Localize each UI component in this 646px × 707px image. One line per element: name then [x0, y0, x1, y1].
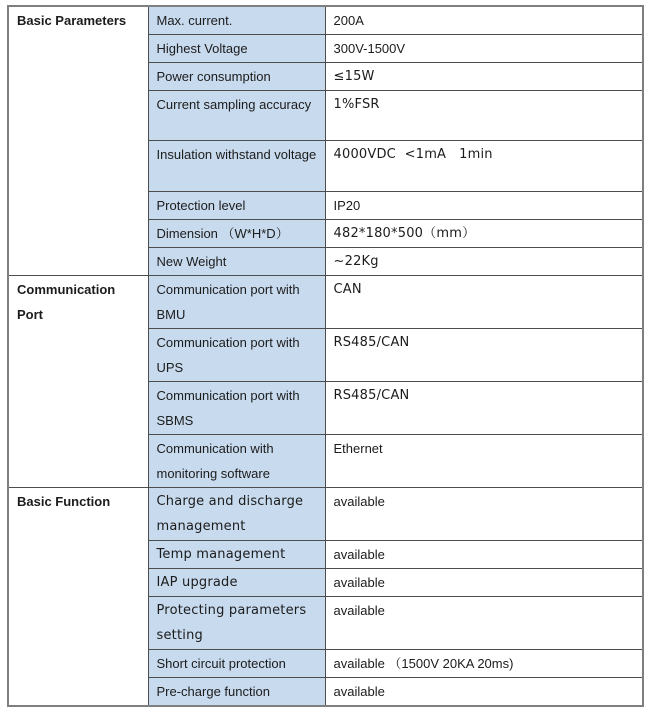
spec-value-iap-upgrade: available: [325, 569, 643, 597]
spec-value-comm-port-bmu: CAN: [325, 276, 643, 329]
spec-label-highest-voltage: Highest Voltage: [148, 35, 325, 63]
spec-label-protection-level: Protection level: [148, 192, 325, 220]
spec-value-protecting-parameters-setting: available: [325, 597, 643, 650]
spec-value-max-current: 200A: [325, 6, 643, 35]
spec-label-short-circuit-protection: Short circuit protection: [148, 650, 325, 678]
spec-value-highest-voltage: 300V-1500V: [325, 35, 643, 63]
spec-label-comm-port-bmu: Communication port with BMU: [148, 276, 325, 329]
specification-table: [7, 5, 644, 707]
table-row: [8, 488, 643, 541]
section-title-basic-parameters: Basic Parameters: [8, 6, 148, 276]
spec-value-comm-port-ups: RS485/CAN: [325, 329, 643, 382]
table-row: [8, 6, 643, 35]
spec-label-new-weight: New Weight: [148, 248, 325, 276]
spec-label-comm-monitoring-software: Communication with monitoring software: [148, 435, 325, 488]
spec-label-temp-management: Temp management: [148, 541, 325, 569]
spec-label-charge-discharge-management: Charge and discharge management: [148, 488, 325, 541]
spec-value-charge-discharge-management: available: [325, 488, 643, 541]
spec-label-comm-port-sbms: Communication port with SBMS: [148, 382, 325, 435]
spec-value-power-consumption: ≤15W: [325, 63, 643, 91]
spec-value-new-weight: ~22Kg: [325, 248, 643, 276]
table-row: [8, 276, 643, 329]
spec-value-current-sampling-accuracy: 1%FSR: [325, 91, 643, 141]
section-title-basic-function: Basic Function: [8, 488, 148, 707]
spec-value-insulation-withstand-voltage: 4000VDC <1mA 1min: [325, 141, 643, 192]
spec-label-protecting-parameters-setting: Protecting parameters setting: [148, 597, 325, 650]
spec-value-dimension: 482*180*500（mm）: [325, 220, 643, 248]
spec-label-current-sampling-accuracy: Current sampling accuracy: [148, 91, 325, 141]
spec-label-pre-charge-function: Pre-charge function: [148, 678, 325, 707]
spec-value-pre-charge-function: available: [325, 678, 643, 707]
spec-value-comm-port-sbms: RS485/CAN: [325, 382, 643, 435]
spec-value-comm-monitoring-software: Ethernet: [325, 435, 643, 488]
spec-value-short-circuit-protection: available （1500V 20KA 20ms): [325, 650, 643, 678]
spec-label-dimension: Dimension （W*H*D）: [148, 220, 325, 248]
spec-label-iap-upgrade: IAP upgrade: [148, 569, 325, 597]
section-title-communication-port: Communication Port: [8, 276, 148, 488]
spec-value-temp-management: available: [325, 541, 643, 569]
spec-label-max-current: Max. current.: [148, 6, 325, 35]
spec-label-comm-port-ups: Communication port with UPS: [148, 329, 325, 382]
spec-label-insulation-withstand-voltage: Insulation withstand voltage: [148, 141, 325, 192]
spec-value-protection-level: IP20: [325, 192, 643, 220]
spec-label-power-consumption: Power consumption: [148, 63, 325, 91]
